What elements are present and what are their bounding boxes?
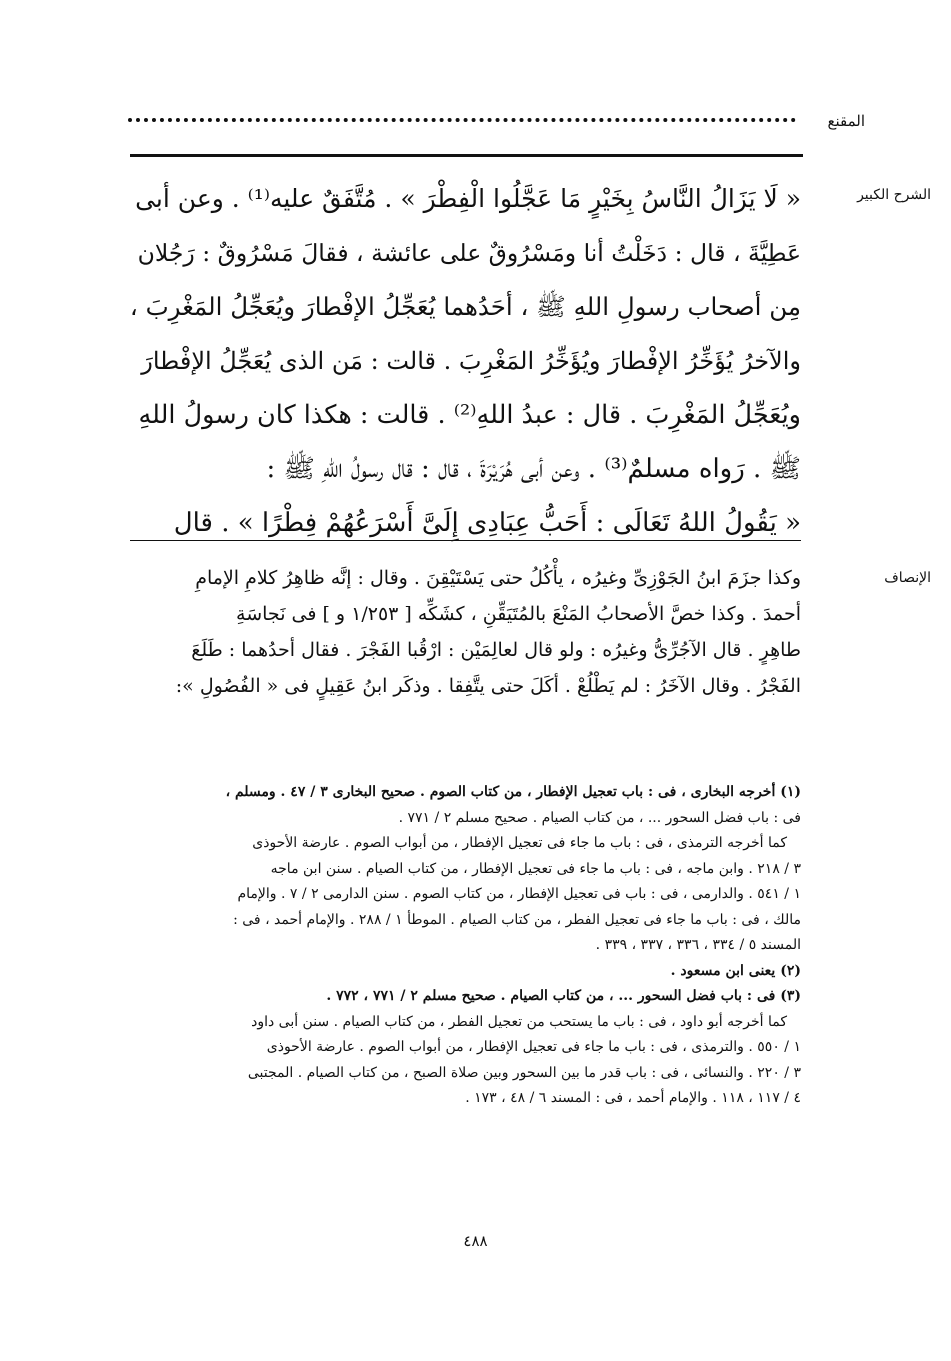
footnote-line: كما أخرجه أبو داود ، فى : باب ما يستحب من تعجيل الفطر ، من كتاب الصيام . سنن أبى داود	[251, 1013, 787, 1030]
footnote-line: ٣ / ٢١٨ . وابن ماجه ، فى : باب ما جاء فى تعجيل الإفطار ، من كتاب الصيام . سنن ابن ماجه	[270, 860, 801, 877]
section-divider	[130, 540, 801, 541]
text-line: مِن أصحاب رسولِ اللهِ ﷺ ، أحَدُهما يُعَجِّلُ الإفْطارَ ويُعَجِّلُ المَغْرِبَ ،	[129, 292, 801, 321]
insaf-text	[130, 560, 801, 704]
text-line: ﷺ . رَواه مسلمٌ⁽³⁾ . وعن أبى هُرَيْرَةَ ، قال : قال رسولُ اللهِ ﷺ :	[266, 454, 801, 484]
footnote-line: ٤ / ١١٧ ، ١١٨ . والإمام أحمد ، فى : المسند ٦ / ٤٨ ، ١٧٣ .	[465, 1090, 801, 1106]
text-line: وكذا جزَمَ ابنُ الجَوْزِىِّ وغيرُه ، يأْكُلُ حتى يَسْتَيْقِنَ . وقال : إنَّه ظاهِرُ كلامِ الإمامِ	[195, 567, 801, 589]
text-line: عَطِيَّةَ ، قال : دَخَلْتُ أنا ومَسْرُوقٌ على عائشة ، فقالَ مَسْرُوقٌ : رَجُلان	[137, 239, 801, 267]
section-label-insaf: الإنصاف	[884, 570, 931, 586]
section-label-sharh-kabir: الشرح الكبير	[857, 187, 931, 203]
running-header-title: المقنع	[827, 112, 865, 130]
footnote-line: (٣) فى : باب فضل السحور ... ، من كتاب الصيام . صحيح مسلم ٢ / ٧٧١ ، ٧٧٢ .	[326, 988, 801, 1004]
footnote-line: (٢) يعنى ابن مسعود .	[670, 962, 801, 979]
footnote-line: ١ / ٥٥٠ . والترمذى ، فى : باب ما جاء فى تعجيل الإفطار ، من أبواب الصوم . عارضة الأحوذى	[266, 1039, 801, 1055]
footnote-line: (١) أخرجه البخارى ، فى : باب تعجيل الإفطار ، من كتاب الصوم . صحيح البخارى ٣ / ٤٧ . ومسلم ،	[225, 784, 801, 800]
text-line: ويُعَجِّلُ المَغْرِبَ . قال : عبدُ اللهِ⁽²⁾ . قالت : هكذا كان رسولُ اللهِ	[138, 400, 801, 430]
footnote-line: المسند ٥ / ٣٣٤ ، ٣٣٦ ، ٣٣٧ ، ٣٣٩ .	[595, 937, 801, 953]
footnotes	[130, 780, 801, 1112]
footnote-line: كما أخرجه الترمذى ، فى : باب ما جاء فى تعجيل الإفطار ، من أبواب الصوم . عارضة الأحوذى	[252, 835, 787, 851]
header-dotted-leader	[128, 118, 796, 122]
text-line: الفَجْرُ . وقال الآخَرُ : لم يَطْلُعْ . أكَلَ حتى يتَّفِقا . وذكَر ابنُ عَقِيلٍ فى « الفُصُولِ »:	[175, 675, 801, 697]
text-line: « يَقُولُ اللهُ تَعَالَى : أَحَبُّ عِبَادِى إِلَىَّ أَسْرَعُهُمْ فِطْرًا » . قال	[173, 508, 801, 538]
footnote-line: ٣ / ٢٢٠ . والنسائى ، فى : باب قدر ما بين السحور وبين صلاة الصبح ، من كتاب الصيام . المجتبى	[247, 1064, 801, 1081]
text-line: أحمدَ . وكذا خصَّ الأصحابُ المَنْعَ بالمُتَيَقِّنِ ، كشَكِّه [ ١/٢٥٣ و ] فى نَجاسَةِ	[236, 603, 801, 625]
sharh-kabir-text	[130, 172, 801, 550]
footnote-line: فى : باب فضل السحور ... ، من كتاب الصيام . صحيح مسلم ٢ / ٧٧١ .	[398, 809, 801, 826]
page-number: ٤٨٨	[463, 1232, 488, 1250]
header-rule	[130, 154, 803, 157]
text-line: طاهِرٍ . قال الآجُرِّىُّ وغيرُه : ولو قال لعالِمَيْن : ارْقُبا الفَجْرَ . فقال أحدُهما : طَلَعَ	[191, 639, 801, 661]
footnote-line: ١ / ٥٤١ . والدارمى ، فى : باب فى تعجيل الإفطار ، من كتاب الصوم . سنن الدارمى ٢ / ٧ . والإمام	[237, 886, 801, 902]
footnote-line: مالك ، فى : باب ما جاء فى تعجيل الفطر ، من كتاب الصيام . الموطأ ١ / ٢٨٨ . والإمام أحمد ، فى :	[233, 911, 801, 928]
text-line: « لَا يَزَالُ النَّاسُ بِخَيْرٍ مَا عَجَّلُوا الْفِطْرَ » . مُتَّفَقٌ عليه⁽¹⁾ . وعن أبى	[135, 184, 801, 213]
text-line: والآخرُ يُؤَخِّرُ الإفْطارَ ويُؤَخِّرُ المَغْرِبَ . قالت : مَن الذى يُعَجِّلُ الإفْطارَ	[141, 347, 801, 375]
